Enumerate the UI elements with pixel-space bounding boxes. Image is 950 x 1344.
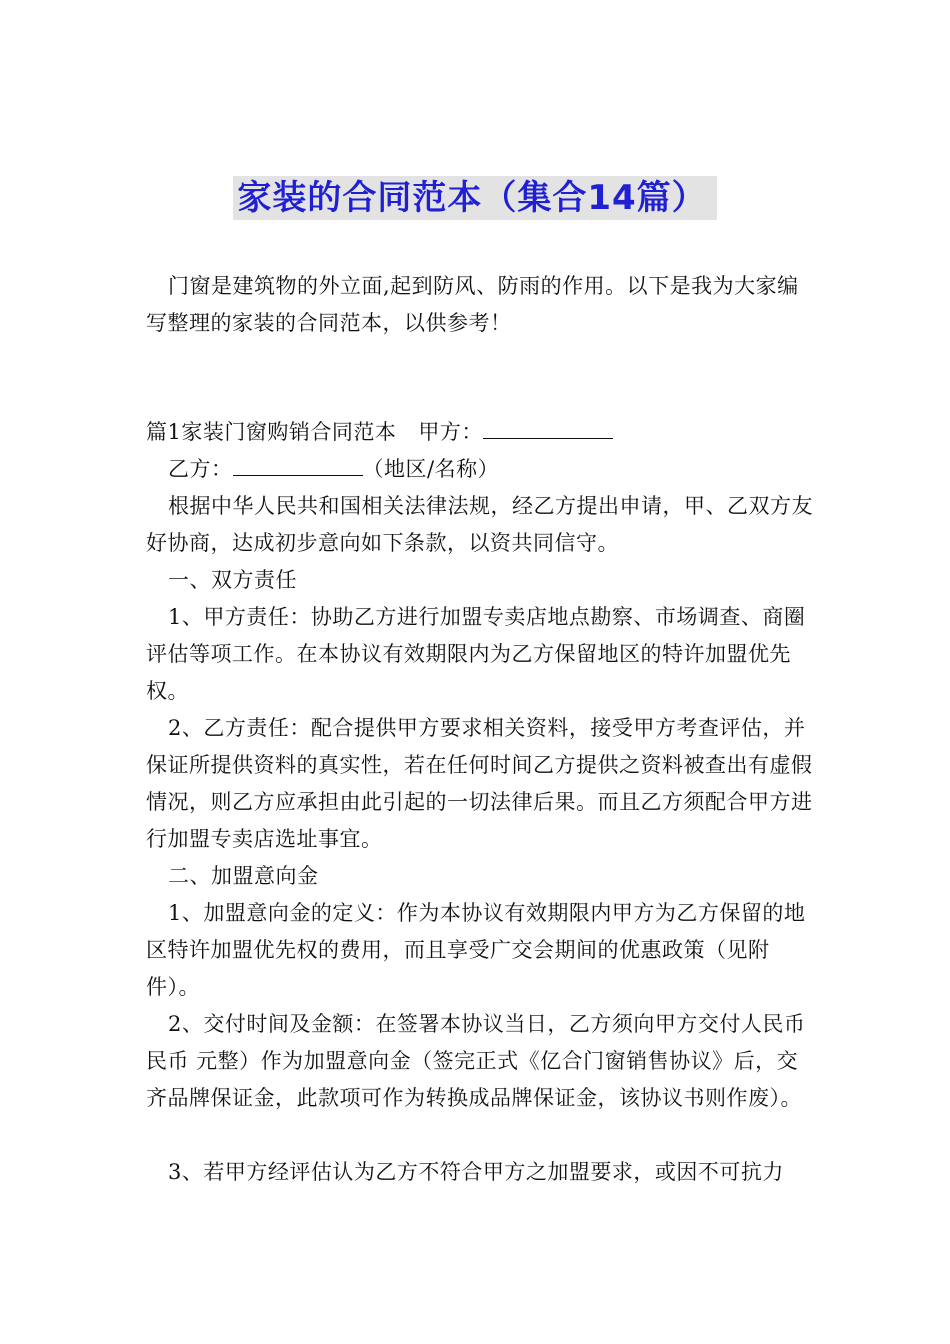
intro-paragraph: 门窗是建筑物的外立面,起到防风、防雨的作用。以下是我为大家编写整理的家装的合同范本，以供参考！ (146, 274, 799, 335)
title-wrap (0, 176, 950, 220)
party-a-label: 甲方： (418, 420, 483, 444)
paragraph-4: 1、加盟意向金的定义：作为本协议有效期限内甲方为乙方保留的地区特许加盟优先权的费用，而且享受广交会期间的优惠政策（见附件）。 (146, 901, 806, 999)
paragraph-1: 根据中华人民共和国相关法律法规，经乙方提出申请，甲、乙双方友好协商，达成初步意向如下条款，以资共同信守。 (146, 494, 813, 555)
party-b-label: 乙方： (168, 457, 233, 481)
party-a-blank (483, 416, 613, 439)
document-title: 家装的合同范本（集合14篇） (233, 176, 716, 220)
paragraph-3: 2、乙方责任：配合提供甲方要求相关资料，接受甲方考查评估，并保证所提供资料的真实性，若在任何时间乙方提供之资料被查出有虚假情况，则乙方应承担由此引起的一切法律后果。而且乙方须配合甲方进行加盟专卖店选址事宜。 (146, 716, 813, 851)
heading-1: 一、双方责任 (168, 568, 297, 592)
party-b-blank (233, 453, 363, 476)
paragraph-5: 2、交付时间及金额：在签署本协议当日，乙方须向甲方交付人民币民币 元整）作为加盟意向金（签完正式《亿合门窗销售协议》后，交齐品牌保证金，此款项可作为转换成品牌保证金，该协议书则作废）。 (146, 1012, 806, 1110)
paragraph-2: 1、甲方责任：协助乙方进行加盟专卖店地点勘察、市场调查、商圈评估等项工作。在本协议有效期限内为乙方保留地区的特许加盟优先权。 (146, 605, 806, 703)
paragraph-6: 3、若甲方经评估认为乙方不符合甲方之加盟要求，或因不可抗力 (168, 1160, 784, 1184)
section-1-heading: 篇1家装门窗购销合同范本 (146, 420, 397, 444)
party-b-line (146, 451, 816, 488)
section-1-heading-line (146, 414, 816, 451)
heading-2: 二、加盟意向金 (168, 864, 319, 888)
party-b-suffix: （地区/名称） (362, 457, 500, 481)
